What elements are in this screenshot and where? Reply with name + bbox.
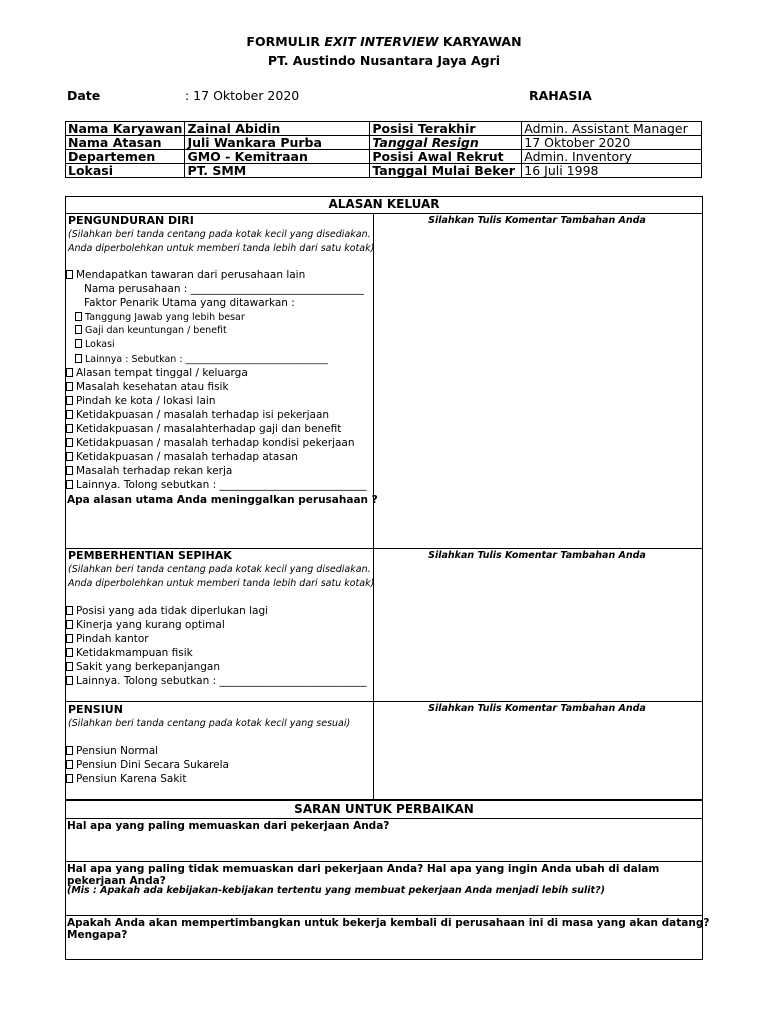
- question-least-satisfying-1: Hal apa yang paling tidak memuaskan dari pekerjaan Anda? Hal apa yang ingin Anda ubah di dalam: [67, 863, 660, 875]
- checkbox-icon[interactable]: [66, 774, 73, 783]
- checkbox-sub-item[interactable]: Lokasi: [75, 339, 115, 350]
- info-label: Tanggal Mulai Beker: [370, 164, 522, 178]
- divider: [65, 861, 703, 862]
- info-label: Posisi Awal Rekrut: [370, 150, 522, 164]
- checkbox-icon[interactable]: [66, 634, 73, 643]
- checkbox-icon[interactable]: [66, 382, 73, 391]
- checkbox-icon[interactable]: [75, 354, 82, 363]
- pemberhentian-title: PEMBERHENTIAN SEPIHAK: [68, 549, 232, 562]
- checkbox-item[interactable]: Posisi yang ada tidak diperlukan lagi: [66, 605, 268, 617]
- pemberhentian-instruction-2: Anda diperbolehkan untuk memberi tanda lebih dari satu kotak): [68, 578, 375, 589]
- checkbox-icon[interactable]: [75, 312, 82, 321]
- question-least-satisfying-example: (Mis : Apakah ada kebijakan-kebijakan tertentu yang membuat pekerjaan Anda menjadi lebih sulit?): [67, 885, 605, 896]
- checkbox-item[interactable]: Pindah ke kota / lokasi lain: [66, 395, 215, 407]
- checkbox-item[interactable]: Kinerja yang kurang optimal: [66, 619, 225, 631]
- checkbox-item[interactable]: Ketidakpuasan / masalah terhadap kondisi pekerjaan: [66, 437, 355, 449]
- checkbox-icon[interactable]: [66, 424, 73, 433]
- pengunduran-instruction-2: Anda diperbolehkan untuk memberi tanda lebih dari satu kotak): [68, 243, 375, 254]
- info-value[interactable]: PT. SMM: [185, 164, 370, 178]
- checkbox-item[interactable]: Sakit yang berkepanjangan: [66, 661, 220, 673]
- divider: [65, 701, 703, 702]
- answer-return[interactable]: [66, 942, 702, 959]
- checkbox-icon[interactable]: [66, 396, 73, 405]
- pemberhentian-instruction-1: (Silahkan beri tanda centang pada kotak kecil yang disediakan.: [68, 564, 371, 575]
- info-value[interactable]: Admin. Inventory: [522, 150, 702, 164]
- checkbox-icon[interactable]: [66, 438, 73, 447]
- checkbox-icon[interactable]: [75, 339, 82, 348]
- employee-info-table: [65, 121, 702, 178]
- alasan-keluar-title: ALASAN KELUAR: [328, 197, 440, 211]
- date-value: : 17 Oktober 2020: [185, 88, 300, 103]
- info-label: Nama Karyawan: [66, 122, 185, 136]
- checkbox-sub-item[interactable]: Lainnya : Sebutkan : ______________________________: [75, 354, 328, 365]
- checkbox-icon[interactable]: [66, 452, 73, 461]
- company-name: PT. Austindo Nusantara Jaya Agri: [267, 53, 501, 68]
- question-most-satisfying: Hal apa yang paling memuaskan dari pekerjaan Anda?: [67, 820, 390, 832]
- checkbox-item[interactable]: Alasan tempat tinggal / keluarga: [66, 367, 248, 379]
- answer-least-satisfying[interactable]: [66, 898, 702, 914]
- info-row: [66, 164, 702, 178]
- pensiun-title: PENSIUN: [68, 703, 123, 716]
- checkbox-icon[interactable]: [75, 325, 82, 334]
- comment-area-pensiun[interactable]: [374, 716, 702, 799]
- question-least-satisfying-2: pekerjaan Anda?: [67, 875, 166, 887]
- comment-label-pensiun: Silahkan Tulis Komentar Tambahan Anda: [428, 703, 646, 714]
- checkbox-item[interactable]: Pensiun Normal: [66, 745, 158, 757]
- info-value[interactable]: 17 Oktober 2020: [522, 136, 702, 150]
- checkbox-item[interactable]: Ketidakpuasan / masalahterhadap gaji dan benefit: [66, 423, 341, 435]
- info-row: [66, 122, 702, 136]
- answer-most-satisfying[interactable]: [66, 833, 702, 860]
- checkbox-item[interactable]: Mendapatkan tawaran dari perusahaan lain: [66, 269, 305, 281]
- info-value[interactable]: Juli Wankara Purba: [185, 136, 370, 150]
- form-title-pre: FORMULIR: [246, 34, 325, 49]
- info-label: Tanggal Resign: [370, 136, 522, 150]
- checkbox-item[interactable]: Masalah terhadap rekan kerja: [66, 465, 232, 477]
- company-name-field[interactable]: Nama perusahaan : _________________________________: [84, 283, 364, 295]
- checkbox-item[interactable]: Ketidakpuasan / masalah terhadap atasan: [66, 451, 298, 463]
- info-value[interactable]: Zainal Abidin: [185, 122, 370, 136]
- form-title-post: KARYAWAN: [438, 34, 522, 49]
- saran-title: SARAN UNTUK PERBAIKAN: [294, 802, 474, 816]
- checkbox-item[interactable]: Pindah kantor: [66, 633, 149, 645]
- checkbox-icon[interactable]: [66, 480, 73, 489]
- info-label: Posisi Terakhir: [370, 122, 522, 136]
- comment-area-pemberhentian[interactable]: [374, 563, 702, 700]
- checkbox-item[interactable]: Lainnya. Tolong sebutkan : ____________________________: [66, 479, 366, 491]
- checkbox-icon[interactable]: [66, 270, 73, 279]
- question-return-2: Mengapa?: [67, 929, 128, 941]
- confidential-label: RAHASIA: [529, 88, 592, 103]
- checkbox-icon[interactable]: [66, 410, 73, 419]
- checkbox-icon[interactable]: [66, 662, 73, 671]
- question-return-1: Apakah Anda akan mempertimbangkan untuk bekerja kembali di perusahaan ini di masa yang akan datang?: [67, 917, 710, 929]
- checkbox-item[interactable]: Ketidakpuasan / masalah terhadap isi pekerjaan: [66, 409, 329, 421]
- comment-area-pengunduran[interactable]: [374, 228, 702, 547]
- checkbox-icon[interactable]: [66, 606, 73, 615]
- info-row: [66, 150, 702, 164]
- info-value[interactable]: Admin. Assistant Manager: [522, 122, 702, 136]
- checkbox-icon[interactable]: [66, 760, 73, 769]
- checkbox-icon[interactable]: [66, 648, 73, 657]
- info-value[interactable]: GMO - Kemitraan: [185, 150, 370, 164]
- checkbox-icon[interactable]: [66, 676, 73, 685]
- info-label: Departemen: [66, 150, 185, 164]
- checkbox-item[interactable]: Pensiun Karena Sakit: [66, 773, 186, 785]
- checkbox-icon[interactable]: [66, 620, 73, 629]
- checkbox-sub-item[interactable]: Tanggung Jawab yang lebih besar: [75, 312, 245, 323]
- checkbox-item[interactable]: Pensiun Dini Secara Sukarela: [66, 759, 229, 771]
- info-value[interactable]: 16 Juli 1998: [522, 164, 702, 178]
- checkbox-icon[interactable]: [66, 466, 73, 475]
- main-reason-question: Apa alasan utama Anda meninggalkan perusahaan ?: [67, 494, 378, 506]
- form-title-italic: EXIT INTERVIEW: [324, 34, 439, 49]
- checkbox-item[interactable]: Lainnya. Tolong sebutkan : ____________________________: [66, 675, 366, 687]
- factor-label: Faktor Penarik Utama yang ditawarkan :: [84, 297, 295, 309]
- divider: [65, 818, 703, 819]
- info-label: Nama Atasan: [66, 136, 185, 150]
- pengunduran-title: PENGUNDURAN DIRI: [68, 214, 194, 227]
- checkbox-icon[interactable]: [66, 368, 73, 377]
- info-row: [66, 136, 702, 150]
- checkbox-item[interactable]: Ketidakmampuan fisik: [66, 647, 193, 659]
- form-title: [0, 34, 768, 49]
- checkbox-sub-item[interactable]: Gaji dan keuntungan / benefit: [75, 325, 227, 336]
- divider: [65, 915, 703, 916]
- checkbox-item[interactable]: Masalah kesehatan atau fisik: [66, 381, 229, 393]
- info-label: Lokasi: [66, 164, 185, 178]
- checkbox-icon[interactable]: [66, 746, 73, 755]
- pengunduran-instruction-1: (Silahkan beri tanda centang pada kotak kecil yang disediakan.: [68, 229, 371, 240]
- pensiun-instruction: (Silahkan beri tanda centang pada kotak kecil yang sesuai): [68, 718, 351, 729]
- comment-label-pemberhentian: Silahkan Tulis Komentar Tambahan Anda: [428, 550, 646, 561]
- date-label: Date: [67, 88, 101, 103]
- comment-label-pengunduran: Silahkan Tulis Komentar Tambahan Anda: [428, 215, 646, 226]
